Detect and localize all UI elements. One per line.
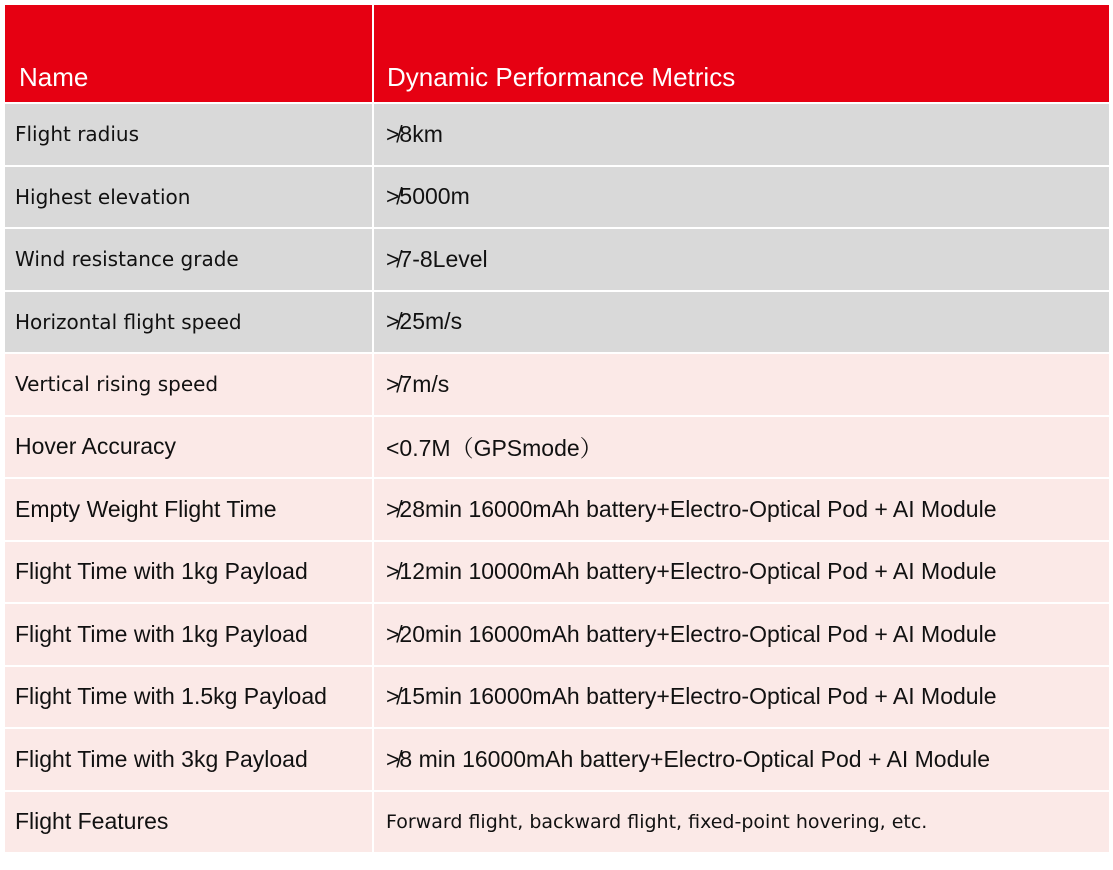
table-row bbox=[4, 666, 1110, 729]
row-value: ≯7-8Level bbox=[373, 228, 1110, 291]
row-value: ≯15min 16000mAh battery+Electro-Optical Pod + AI Module bbox=[373, 666, 1110, 729]
header-metrics: Dynamic Performance Metrics bbox=[373, 4, 1110, 103]
row-value: ≯28min 16000mAh battery+Electro-Optical Pod + AI Module bbox=[373, 478, 1110, 541]
table-row bbox=[4, 166, 1110, 229]
row-value: ≯8km bbox=[373, 103, 1110, 166]
table-row bbox=[4, 478, 1110, 541]
performance-table bbox=[3, 3, 1111, 854]
table-row bbox=[4, 541, 1110, 604]
header-name: Name bbox=[4, 4, 373, 103]
row-name: Empty Weight Flight Time bbox=[4, 478, 373, 541]
table-row bbox=[4, 603, 1110, 666]
row-value: ≯25m/s bbox=[373, 291, 1110, 354]
header-row bbox=[4, 4, 1110, 103]
row-value: ≯5000m bbox=[373, 166, 1110, 229]
row-name: Flight radius bbox=[4, 103, 373, 166]
table-row bbox=[4, 791, 1110, 854]
row-name: Wind resistance grade bbox=[4, 228, 373, 291]
table-row bbox=[4, 353, 1110, 416]
row-name: Hover Accuracy bbox=[4, 416, 373, 479]
row-value: ≯7m/s bbox=[373, 353, 1110, 416]
row-value: ≯20min 16000mAh battery+Electro-Optical Pod + AI Module bbox=[373, 603, 1110, 666]
row-name: Flight Time with 3kg Payload bbox=[4, 728, 373, 791]
table-row bbox=[4, 728, 1110, 791]
row-name: Flight Time with 1kg Payload bbox=[4, 541, 373, 604]
row-value: ≯12min 10000mAh battery+Electro-Optical Pod + AI Module bbox=[373, 541, 1110, 604]
row-name: Highest elevation bbox=[4, 166, 373, 229]
table-row bbox=[4, 291, 1110, 354]
row-value: ≯8 min 16000mAh battery+Electro-Optical Pod + AI Module bbox=[373, 728, 1110, 791]
row-value: Forward flight, backward flight, fixed-point hovering, etc. bbox=[373, 791, 1110, 854]
table-row bbox=[4, 228, 1110, 291]
table-row bbox=[4, 416, 1110, 479]
row-name: Flight Time with 1.5kg Payload bbox=[4, 666, 373, 729]
row-name: Horizontal flight speed bbox=[4, 291, 373, 354]
row-name: Flight Features bbox=[4, 791, 373, 854]
row-name: Vertical rising speed bbox=[4, 353, 373, 416]
row-name: Flight Time with 1kg Payload bbox=[4, 603, 373, 666]
table-row bbox=[4, 103, 1110, 166]
row-value: <0.7M（GPSmode） bbox=[373, 416, 1110, 479]
